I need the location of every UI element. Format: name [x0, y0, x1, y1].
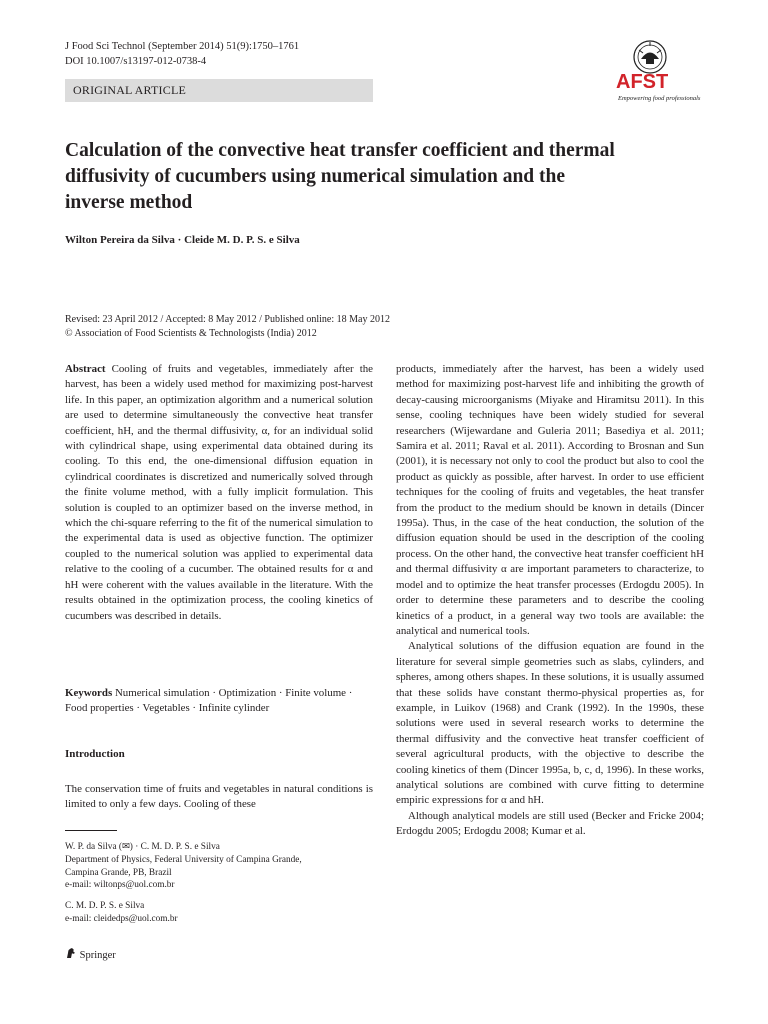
footnote-coauthor: C. M. D. P. S. e Silva	[65, 901, 145, 911]
abstract-text: Cooling of fruits and vegetables, immediately after the harvest, has been a widely used method for maximizing post-harvest life. In this paper, an optimization algorithm and a numerical solution are used to determine simultaneously the convective heat transfer coefficient, hH, and the thermal diffusivity, α, for an individual solid with cylindrical shape, using experimental data obtained during its cooling. To this end, the one-dimensional diffusion equation in cylindrical coordinates is discretized and numerically solved through the finite volume method, with a fully implicit formulation. This solution is coupled to an optimizer based on the inverse method, in which the chi-square referring to the fit of the numerical simulation to the experimental data is used as objective function. The optimizer coupled to the numerical solution was applied to experimental data relative to the cooling of a cucumber. The obtained results for α and hH were coherent with the values available in the literature. With the results obtained in the optimization process, the cooling kinetics of cucumbers was described in details.	[65, 363, 373, 622]
article-type-banner: ORIGINAL ARTICLE	[65, 79, 373, 102]
authors: Wilton Pereira da Silva · Cleide M. D. P. S. e Silva	[65, 234, 300, 246]
svg-text:Empowering food professionals: Empowering food professionals	[618, 95, 701, 102]
doi: DOI 10.1007/s13197-012-0738-4	[65, 56, 207, 67]
article-title: Calculation of the convective heat transfer coefficient and thermal diffusivity of cucumbers using numerical simulation and the inverse method	[65, 140, 615, 213]
keywords-label: Keywords	[65, 687, 113, 699]
intro-paragraph-2: Analytical solutions of the diffusion equation are found in the literature for several simple geometries such as slabs, cylinders, and spheres, among others shapes. In these solutions, it is usually assumed that these solids have constant thermo-physical properties as, for example, in Luikov (1968) and Crank (1992). In the 1990s, these solutions were used in several research works to determine the thermal diffusivity and the convective heat transfer coefficient of several agricultural products, with the objective to describe the cooling kinetics of them (Dincer 1995a, b, c, d, 1996). In these works, analytical solutions are combined with curve fitting to determine empiric expressions for α and hH.	[396, 640, 704, 807]
footnote-coauthor-email[interactable]: e-mail: cleidedps@uol.com.br	[65, 913, 178, 924]
footnote-divider	[65, 830, 117, 831]
publication-dates: Revised: 23 April 2012 / Accepted: 8 May 2012 / Published online: 18 May 2012	[65, 314, 390, 325]
abstract	[65, 362, 373, 624]
author-affiliation-footnote	[65, 841, 373, 892]
coauthor-footnote	[65, 900, 373, 926]
abstract-label: Abstract	[65, 363, 106, 375]
springer-knight-icon	[65, 947, 77, 959]
footnote-email[interactable]: e-mail: wiltonps@uol.com.br	[65, 880, 175, 891]
copyright: © Association of Food Scientists & Technologists (India) 2012	[65, 328, 317, 339]
afst-emblem-icon	[610, 36, 705, 104]
intro-paragraph-3: Although analytical models are still used (Becker and Fricke 2004; Erdogdu 2005; Erdogdu 2008; Kumar et al.	[396, 809, 704, 838]
introduction-text: The conservation time of fruits and vegetables in natural conditions is limited to only a few days. Cooling of these	[65, 783, 373, 811]
publisher-name: Springer	[79, 950, 116, 961]
footnote-authors: W. P. da Silva (✉) · C. M. D. P. S. e Silva	[65, 842, 220, 852]
introduction-continued	[396, 362, 704, 840]
keywords	[65, 686, 373, 717]
afst-logo	[610, 36, 705, 104]
keywords-text: Numerical simulation · Optimization · Finite volume · Food properties · Vegetables · Infinite cylinder	[65, 687, 353, 715]
footnote-department: Department of Physics, Federal University of Campina Grande,	[65, 854, 302, 865]
introduction-heading: Introduction	[65, 748, 125, 760]
intro-paragraph-1: products, immediately after the harvest, has been a widely used method for maximizing post-harvest life and inhibiting the growth of decay-causing microorganisms (Miyake and Hiramitsu 2011). In this sense, cooling techniques have been widely studied for several researchers (Wijewardane and Guleria 2011; Basediya et al. 2011; Samira et al. 2011; Raval et al. 2011). According to Brosnan and Sun (2001), it is necessary not only to cool the product but also to cool the product as quickly as possible, after harvest. In order to use efficient techniques for the cooling of fruits and vegetables, the heat transfer from the product to the medium should be known in details (Dincer 1995a). Thus, in the case of the heat conduction, the solution of the diffusion equation should be used in the description of the cooling process. On the other hand, the convective heat transfer coefficient hH and thermal diffusivity α are important parameters to characterize, to model and to optimize the heat transfer processes (Erdogdu 2005). In order to determine these parameters and to describe the cooling kinetics of a product, in a general way two tools are available: the analytical and numerical tools.	[396, 363, 704, 637]
journal-citation: J Food Sci Technol (September 2014) 51(9):1750–1761	[65, 41, 300, 52]
svg-text:AFST: AFST	[616, 71, 669, 93]
footnote-location: Campina Grande, PB, Brazil	[65, 867, 172, 878]
springer-logo	[65, 947, 116, 964]
